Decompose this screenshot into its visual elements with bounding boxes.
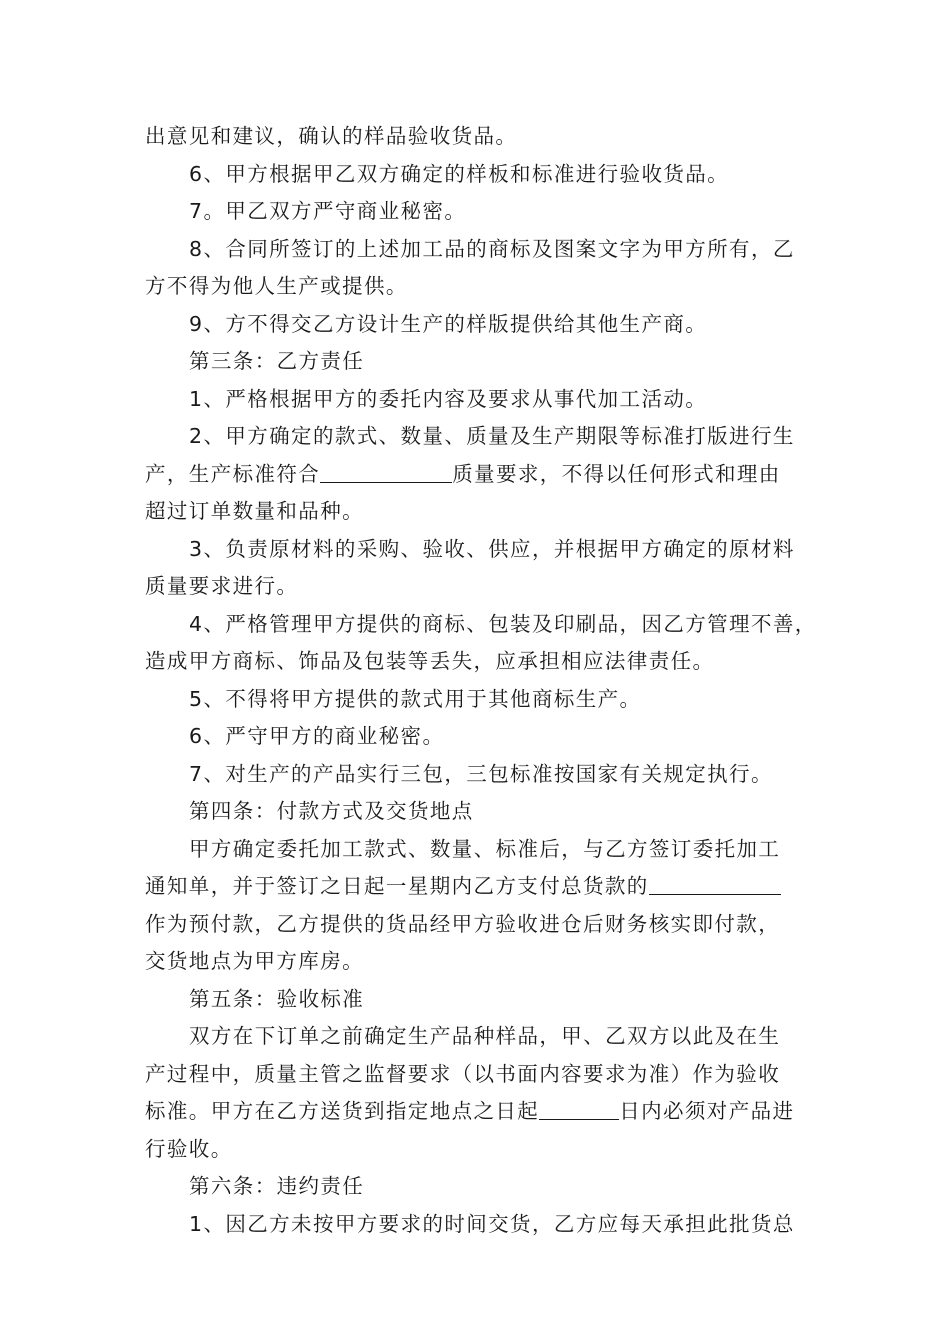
section-heading-3: 第三条：乙方责任 xyxy=(189,349,365,373)
contract-body xyxy=(145,118,825,1243)
text-line: 2、甲方确定的款式、数量、质量及生产期限等标准打版进行生 xyxy=(189,424,795,448)
text-line-with-blank xyxy=(145,868,825,906)
fill-in-blank xyxy=(320,458,452,483)
fill-in-blank xyxy=(649,870,781,895)
text-segment: 通知单，并于签订之日起一星期内乙方支付总货款的 xyxy=(145,874,649,898)
text-segment: 标准。甲方在乙方送货到指定地点之日起 xyxy=(145,1099,540,1123)
text-line: 6、甲方根据甲乙双方确定的样板和标准进行验收货品。 xyxy=(189,161,730,186)
text-line: 方不得为他人生产或提供。 xyxy=(145,274,408,298)
fill-in-blank xyxy=(539,1095,619,1120)
text-line: 3、负责原材料的采购、验收、供应，并根据甲方确定的原材料 xyxy=(189,536,795,561)
text-line: 8、合同所签订的上述加工品的商标及图案文字为甲方所有，乙 xyxy=(189,236,795,261)
text-line-with-blank xyxy=(145,456,825,494)
text-line: 1、严格根据甲方的委托内容及要求从事代加工活动。 xyxy=(189,386,708,411)
text-line: 作为预付款，乙方提供的货品经甲方验收进仓后财务核实即付款， xyxy=(145,911,781,936)
text-line: 造成甲方商标、饰品及包装等丢失，应承担相应法律责任。 xyxy=(145,649,715,673)
section-heading-6: 第六条：违约责任 xyxy=(189,1174,365,1198)
text-line: 4、严格管理甲方提供的商标、包装及印刷品，因乙方管理不善， xyxy=(189,611,817,636)
section-heading-4: 第四条：付款方式及交货地点 xyxy=(189,799,474,823)
text-segment: 产，生产标准符合 xyxy=(145,461,321,486)
text-segment: 质量要求，不得以任何形式和理由 xyxy=(452,461,781,486)
section-heading-5: 第五条：验收标准 xyxy=(189,986,365,1011)
text-line: 双方在下订单之前确定生产品种样品，甲、乙双方以此及在生 xyxy=(189,1024,781,1048)
text-line: 1、因乙方未按甲方要求的时间交货，乙方应每天承担此批货总 xyxy=(189,1211,795,1236)
text-line: 出意见和建议，确认的样品验收货品。 xyxy=(145,124,518,148)
text-line: 9、方不得交乙方设计生产的样版提供给其他生产商。 xyxy=(189,311,708,336)
text-line: 6、严守甲方的商业秘密。 xyxy=(189,724,445,748)
text-line: 7。甲乙双方严守商业秘密。 xyxy=(189,199,467,223)
text-line: 交货地点为甲方库房。 xyxy=(145,949,364,973)
text-line: 超过订单数量和品种。 xyxy=(145,499,364,523)
text-line: 7、对生产的产品实行三包，三包标准按国家有关规定执行。 xyxy=(189,761,773,786)
text-line: 质量要求进行。 xyxy=(145,574,299,598)
text-line: 5、不得将甲方提供的款式用于其他商标生产。 xyxy=(189,686,642,711)
text-line: 产过程中，质量主管之监督要求（以书面内容要求为准）作为验收 xyxy=(145,1061,781,1086)
text-line: 行验收。 xyxy=(145,1136,233,1161)
text-line-with-blank xyxy=(145,1093,825,1131)
text-segment: 日内必须对产品进 xyxy=(619,1099,795,1123)
text-line: 甲方确定委托加工款式、数量、标准后，与乙方签订委托加工 xyxy=(189,836,781,861)
